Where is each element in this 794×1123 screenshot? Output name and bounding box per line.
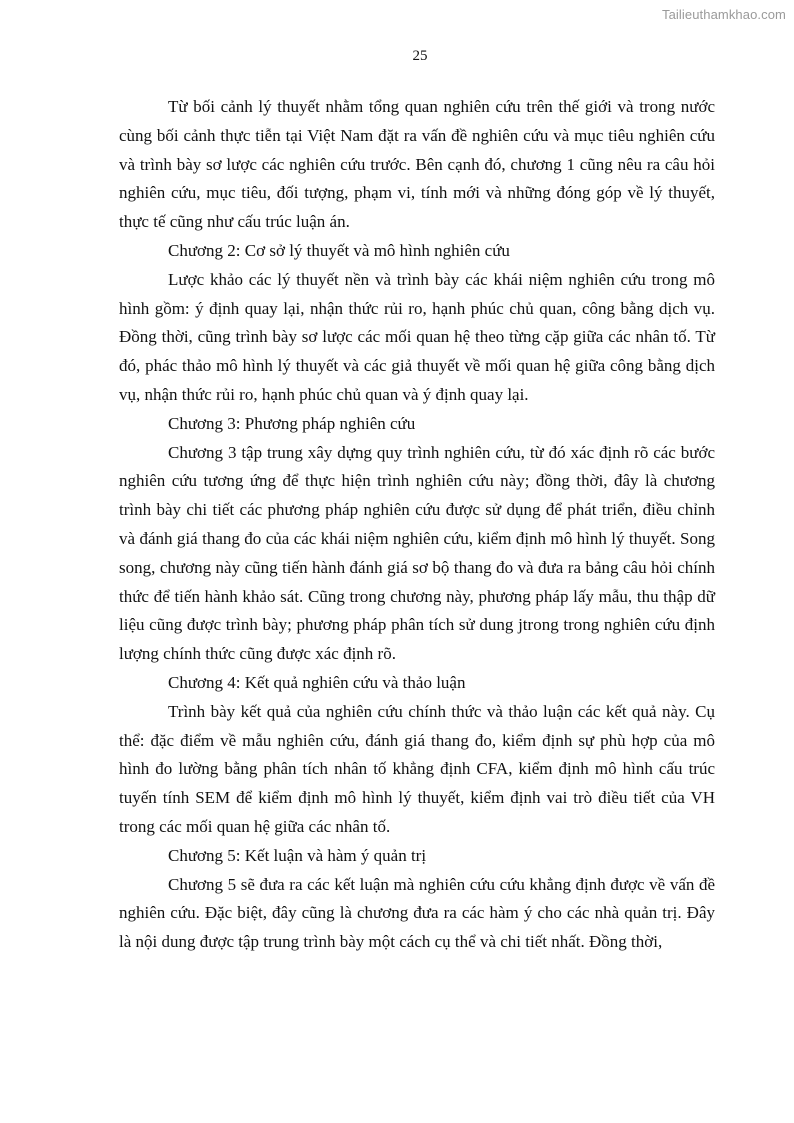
paragraph-chapter-5-summary: Chương 5 sẽ đưa ra các kết luận mà nghiên cứu cứu khẳng định được về vấn đề nghiên cứu. Đặc biệt, đây cũng là chương đưa ra các hàm ý cho các nhà quản trị. Đây là nội dung được tập trung trình bày một cách cụ thể và chi tiết nhất. Đồng thời, bbox=[119, 874, 715, 952]
watermark: Tailieuthamkhao.com bbox=[661, 7, 786, 22]
heading-chapter-4: Chương 4: Kết quả nghiên cứu và thảo luận bbox=[168, 672, 466, 692]
heading-chapter-5: Chương 5: Kết luận và hàm ý quản trị bbox=[168, 845, 427, 865]
paragraph-chapter-3-summary: Chương 3 tập trung xây dựng quy trình nghiên cứu, từ đó xác định rõ các bước nghiên cứu tương ứng để thực hiện trình nghiên cứu này; đồng thời, đây là chương trình bày chi tiết các phương pháp nghiên cứu được sử dụng để phát triển, điều chỉnh và đánh giá thang đo của các khái niệm nghiên cứu, kiểm định mô hình lý thuyết. Song song, chương này cũng tiến hành đánh giá sơ bộ thang đo và đưa ra bảng câu hỏi chính thức để tiến hành khảo sát. Cũng trong chương này, phương pháp lấy mẫu, thu thập dữ liệu cũng được trình bày; phương pháp phân tích sử dung jtrong trong nghiên cứu định lượng chính thức cũng được xác định rõ. bbox=[119, 442, 715, 664]
paragraph-chapter-1-summary: Từ bối cảnh lý thuyết nhằm tổng quan nghiên cứu trên thế giới và trong nước cùng bối cảnh thực tiễn tại Việt Nam đặt ra vấn đề nghiên cứu và mục tiêu nghiên cứu và trình bày sơ lược các nghiên cứu trước. Bên cạnh đó, chương 1 cũng nêu ra câu hỏi nghiên cứu, mục tiêu, đối tượng, phạm vi, tính mới và những đóng góp về lý thuyết, thực tế cũng như cấu trúc luận án. bbox=[119, 97, 715, 232]
heading-chapter-2: Chương 2: Cơ sở lý thuyết và mô hình nghiên cứu bbox=[168, 240, 510, 260]
document-body bbox=[119, 93, 715, 957]
heading-chapter-3: Chương 3: Phương pháp nghiên cứu bbox=[168, 413, 416, 433]
paragraph-chapter-4-summary: Trình bày kết quả của nghiên cứu chính thức và thảo luận các kết quả này. Cụ thể: đặc điểm về mẫu nghiên cứu, đánh giá thang đo, kiểm định sự phù hợp của mô hình đo lường bằng phân tích nhân tố khẳng định CFA, kiểm định mô hình cấu trúc tuyến tính SEM để kiểm định mô hình lý thuyết, kiểm định vai trò điều tiết của VH trong các mối quan hệ giữa các nhân tố. bbox=[119, 701, 715, 836]
page-number: 25 bbox=[412, 48, 428, 64]
paragraph-chapter-2-summary: Lược khảo các lý thuyết nền và trình bày các khái niệm nghiên cứu trong mô hình gồm: ý định quay lại, nhận thức rủi ro, hạnh phúc chủ quan, công bằng dịch vụ. Đồng thời, cũng trình bày sơ lược các mối quan hệ theo từng cặp giữa các nhân tố. Từ đó, phác thảo mô hình lý thuyết và các giả thuyết về mối quan hệ giữa công bằng dịch vụ, nhận thức rủi ro, hạnh phúc chủ quan và ý định quay lại. bbox=[119, 269, 715, 404]
